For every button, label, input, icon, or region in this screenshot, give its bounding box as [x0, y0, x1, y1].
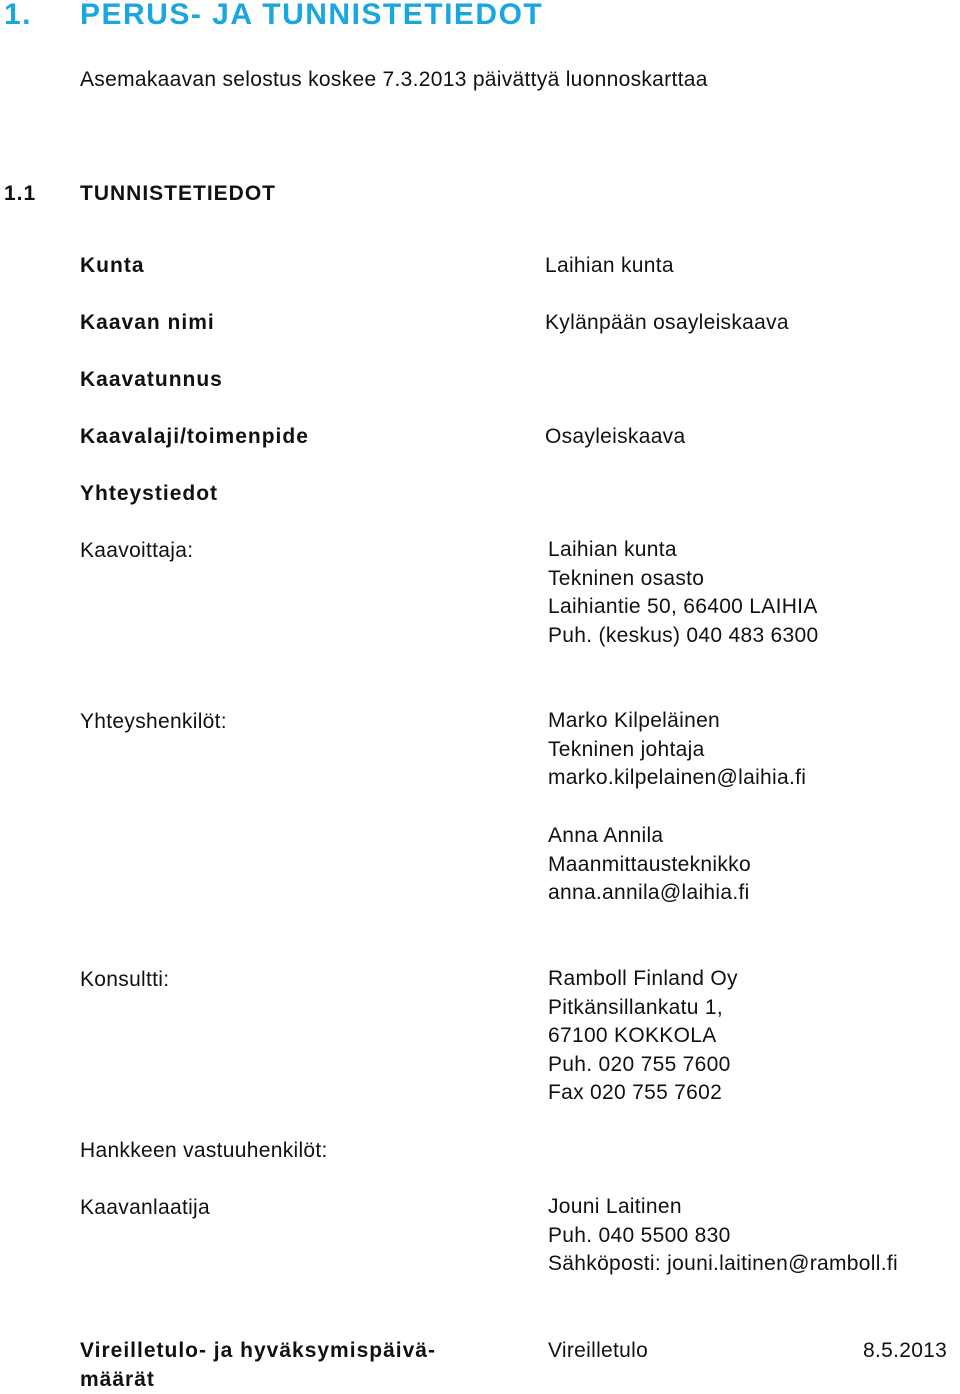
contact-email[interactable]: marko.kilpelainen@laihia.fi [548, 766, 807, 790]
vireilletulo-date: 8.5.2013 [863, 1339, 948, 1362]
intro-text: Asemakaavan selostus koskee 7.3.2013 päivättyä luonnoskarttaa [80, 68, 708, 91]
page-title: PERUS- JA TUNNISTETIEDOT [80, 0, 544, 31]
vastuuhenkilot-label: Hankkeen vastuuhenkilöt: [80, 1139, 328, 1162]
kunta-value: Laihian kunta [545, 254, 674, 277]
section-number: 1.1 [4, 182, 37, 205]
kaavanlaatija-contact [548, 1193, 898, 1279]
kaavan-nimi-label: Kaavan nimi [80, 311, 215, 334]
heading-number: 1. [4, 0, 33, 31]
kaavalaji-value: Osayleiskaava [545, 425, 686, 448]
kaavoittaja-phone: Puh. (keskus) 040 483 6300 [548, 623, 819, 647]
kaavoittaja-line: Tekninen osasto [548, 566, 705, 590]
konsultti-line: 67100 KOKKOLA [548, 1024, 717, 1048]
konsultti-label: Konsultti: [80, 968, 170, 991]
dates-label [80, 1336, 436, 1394]
kaavatunnus-label: Kaavatunnus [80, 368, 223, 391]
contact-phone: Puh. 040 5500 830 [548, 1223, 731, 1247]
konsultti-line: Pitkänsillankatu 1, [548, 995, 723, 1019]
kunta-label: Kunta [80, 254, 145, 277]
kaavoittaja-address [548, 536, 818, 650]
contact-email[interactable]: Sähköposti: jouni.laitinen@ramboll.fi [548, 1252, 898, 1276]
vireilletulo-label: Vireilletulo [548, 1339, 649, 1362]
section-title: TUNNISTETIEDOT [80, 182, 276, 205]
konsultti-phone: Puh. 020 755 7600 [548, 1052, 731, 1076]
contact-name: Anna Annila [548, 824, 664, 847]
dates-label-line: Vireilletulo- ja hyväksymispäivä- [80, 1339, 436, 1362]
konsultti-fax: Fax 020 755 7602 [548, 1081, 723, 1105]
konsultti-line: Ramboll Finland Oy [548, 967, 738, 990]
kaavan-nimi-value: Kylänpään osayleiskaava [545, 311, 789, 334]
konsultti-address [548, 965, 738, 1108]
kaavoittaja-label: Kaavoittaja: [80, 539, 194, 562]
kaavalaji-label: Kaavalaji/toimenpide [80, 425, 309, 448]
kaavanlaatija-label: Kaavanlaatija [80, 1196, 210, 1219]
contact-name: Jouni Laitinen [548, 1195, 682, 1218]
contact-email[interactable]: anna.annila@laihia.fi [548, 881, 750, 905]
contact-title: Maanmittausteknikko [548, 852, 751, 876]
contact-person-1 [548, 707, 806, 793]
kaavoittaja-line: Laihian kunta [548, 538, 677, 561]
kaavoittaja-line: Laihiantie 50, 66400 LAIHIA [548, 595, 818, 619]
contact-person-2 [548, 822, 751, 908]
contact-title: Tekninen johtaja [548, 737, 705, 761]
dates-label-line: määrät [80, 1368, 155, 1391]
yhteystiedot-label: Yhteystiedot [80, 482, 219, 505]
contact-name: Marko Kilpeläinen [548, 709, 721, 732]
yhteyshenkilot-label: Yhteyshenkilöt: [80, 710, 227, 733]
